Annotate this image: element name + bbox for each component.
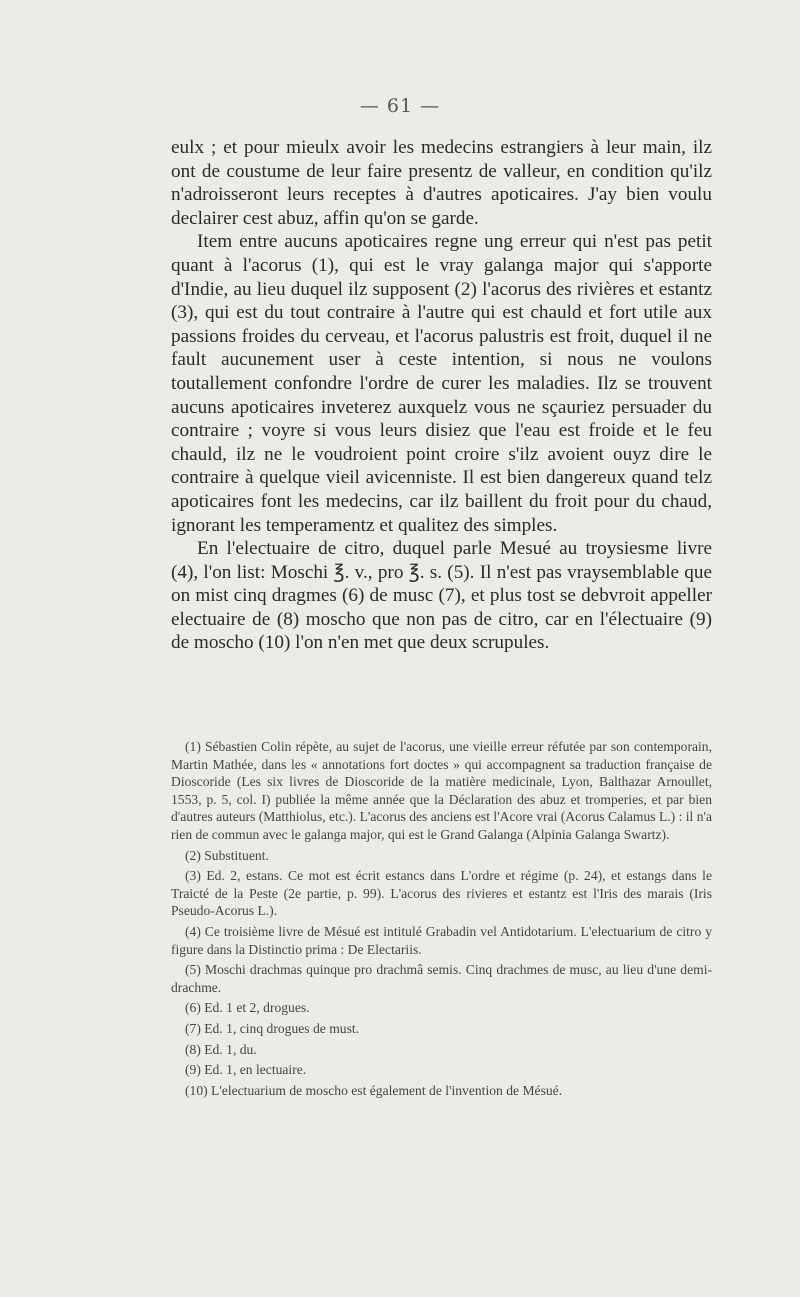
footnote-4: (4) Ce troisième livre de Mésué est intitulé Grabadin vel Antidotarium. L'electuarium de citro y figure dans la Distinctio prima : De Electariis. bbox=[171, 923, 712, 957]
footnote-1: (1) Sébastien Colin répète, au sujet de l'acorus, une vieille erreur réfutée par son contemporain, Martin Mathée, dans les « annotations fort doctes » qui accompagnent sa traduction française de Dioscoride (Les six livres de Dioscoride de la matière medicinale, Lyon, Balthazar Arnoullet, 1553, p. 5, col. I) publiée la même année que la Déclaration des abuz et tromperies, et par bien d'autres auteurs (Matthiolus, etc.). L'acorus des anciens est l'Acore vrai (Acorus Calamus L.) : il n'a rien de commun avec le galanga major, qui est le Grand Galanga (Alpinia Galanga Swartz). bbox=[171, 739, 712, 842]
footnote-7: (7) Ed. 1, cinq drogues de must. bbox=[185, 1020, 360, 1036]
footnote-2: (2) Substituent. bbox=[185, 847, 269, 863]
footnote-5: (5) Moschi drachmas quinque pro drachmâ semis. Cinq drachmes de musc, au lieu d'une demi-drachme. bbox=[171, 962, 712, 995]
paragraph-3: En l'electuaire de citro, duquel parle Mesué au troysiesme livre (4), l'on list: Moschi ℥. v., pro ℥. s. (5). Il n'est pas vraysemblable que on mist cinq dragmes (6) de musc (7), et plus tost se debvroit appeller electuaire de (8) moscho que non pas de citro, car en l'électuaire (9) de moscho (10) l'on n'en met que deux scrupules. bbox=[171, 538, 712, 654]
footnote-3: (3) Ed. 2, estans. Ce mot est écrit estancs dans L'ordre et régime (p. 24), et estangs dans le Traicté de la Peste (2e partie, p. 99). L'acorus des rivieres et estantz est l'Iris des marais (Iris Pseudo-Acorus L.). bbox=[171, 868, 712, 919]
main-text bbox=[171, 136, 712, 655]
paragraph-1: eulx ; et pour mieulx avoir les medecins estrangiers à leur main, ilz ont de coustume de leur faire presentz de valleur, en condition qu'ilz n'adroisseront leurs receptes à d'autres apoticaires. J'ay bien voulu declairer cest abuz, affin qu'on se garde. bbox=[171, 137, 712, 229]
footnotes bbox=[171, 738, 712, 1102]
page-number-header: — 61 — bbox=[359, 95, 441, 117]
footnote-9: (9) Ed. 1, en lectuaire. bbox=[185, 1062, 307, 1078]
footnote-10: (10) L'electuarium de moscho est également de l'invention de Mésué. bbox=[185, 1082, 563, 1098]
paragraph-2: Item entre aucuns apoticaires regne ung erreur qui n'est pas petit quant à l'acorus (1), qui est le vray galanga major qui s'apporte d'Indie, au lieu duquel ilz supposent (2) l'acorus des rivières et estantz (3), qui est du tout contraire à l'autre qui est chauld et fort utile aux passions froides du cerveau, et l'acorus palustris est froit, duquel il ne fault aucunement user à ceste intention, si nous ne voulons toutallement confondre l'ordre de curer les maladies. Ilz se trouvent aucuns apoticaires inveterez auxquelz vous ne sçauriez persuader du contraire ; voyre si vous leurs disiez que l'eau est froide et le feu chauld, ilz ne le voudroient point croire s'ilz avoient ouyz dire le contraire à quelque vieil avicenniste. Il est bien dangereux quand telz apoticaires font les medecins, car ilz baillent du froit pour du chaud, ignorant les temperamentz et qualitez des simples. bbox=[171, 231, 712, 536]
footnote-6: (6) Ed. 1 et 2, drogues. bbox=[185, 1000, 310, 1016]
footnote-8: (8) Ed. 1, du. bbox=[185, 1041, 257, 1057]
